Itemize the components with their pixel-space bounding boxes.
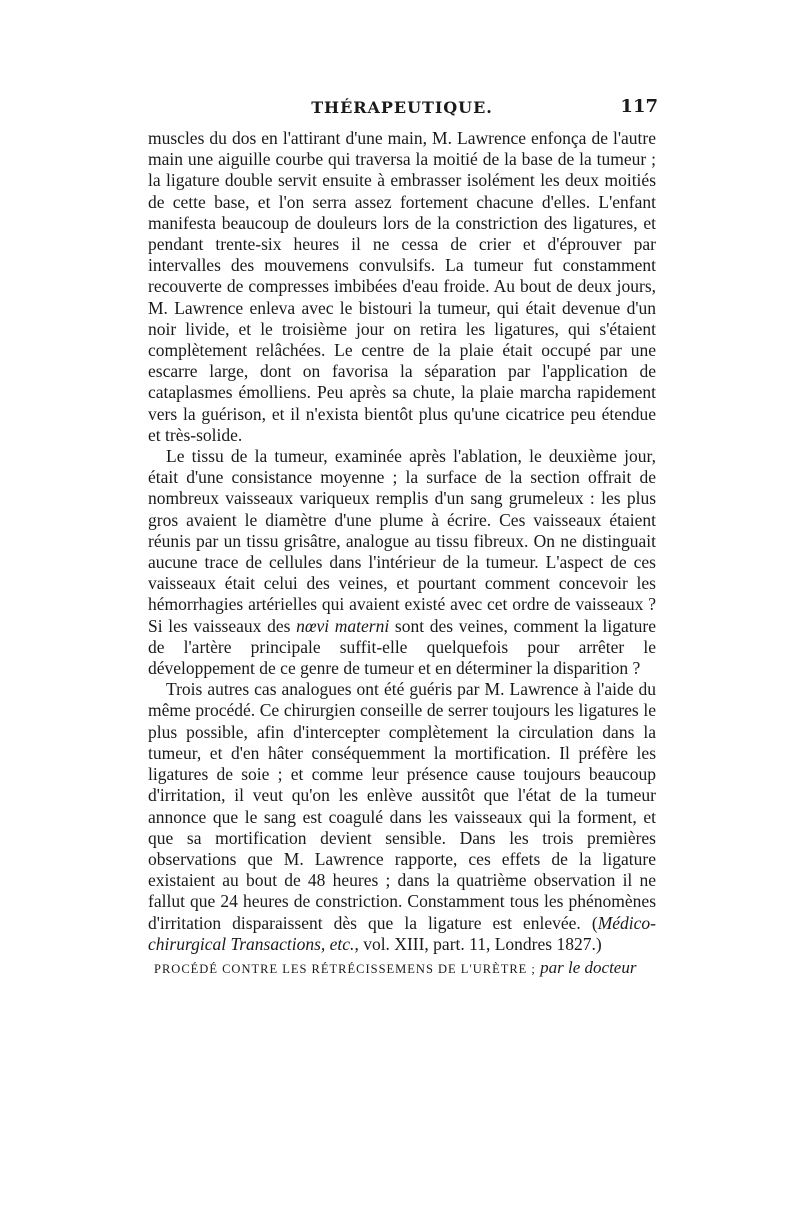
body-text xyxy=(148,128,656,980)
next-section-heading xyxy=(148,957,656,980)
paragraph-3-text-a: Trois autres cas analogues ont été guéris par M. Lawrence à l'aide du même procédé. Ce chirurgien conseille de serrer toujours les ligatures le plus possible, afin d'intercepter complètement la circulation dans la tumeur, et d'en hâter conséquemment la mortification. Il préfère les ligatures de soie ; et comme leur présence cause toujours beaucoup d'irritation, il veut qu'on les enlève aussitôt que l'état de la tumeur annonce que le sang est coagulé dans les vaisseaux qui la forment, et que sa mortification devient sensible. Dans les trois premières observations que M. Lawrence rapporte, ces effets de la ligature existaient au bout de 48 heures ; dans la quatrième observation il ne fallut que 24 heures de constriction. Constamment tous les phénomènes d'irritation disparaissent dès que la ligature est enlevée. ( xyxy=(148,679,656,933)
book-page xyxy=(148,96,656,980)
paragraph-3-text-b: , vol. XIII, part. 11, Londres 1827.) xyxy=(354,933,602,954)
paragraph-3 xyxy=(148,679,656,955)
paragraph-2 xyxy=(148,446,656,679)
running-head xyxy=(148,96,656,126)
running-title: THÉRAPEUTIQUE. xyxy=(311,98,493,117)
next-section-heading-title: PROCÉDÉ CONTRE LES RÉTRÉCISSEMENS DE L'URÈTRE ; xyxy=(154,961,536,976)
paragraph-2-text-b: sont des veines, comment la ligature de l'artère principale suffit-elle quelquefois pour arrêter le développement de ce genre de tumeur et en déterminer la disparition ? xyxy=(148,615,657,679)
citation-title: Médico-chirurgical Transactions, etc. xyxy=(148,912,656,954)
paragraph-1: muscles du dos en l'attirant d'une main, M. Lawrence enfonça de l'autre main une aiguille courbe qui traversa la moitié de la base de la tumeur ; la ligature double servit ensuite à embrasser isolément les deux moitiés de cette base, et l'on serra assez fortement chacune d'elles. L'enfant manifesta beaucoup de douleurs lors de la constriction des ligatures, et pendant trente-six heures il ne cessa de crier et d'éprouver par intervalles des mouvemens convulsifs. La tumeur fut constamment recouverte de compresses imbibées d'eau froide. Au bout de deux jours, M. Lawrence enleva avec le bistouri la tumeur, qui était devenue d'un noir livide, et le troisième jour on retira les ligatures, qui s'étaient complètement relâchées. Le centre de la plaie était occupé par une escarre large, dont on favorisa la séparation par l'application de cataplasmes émolliens. Peu après sa chute, la plaie marcha rapidement vers la guérison, et il n'exista bientôt plus qu'une cicatrice peu étendue et très-solide. xyxy=(148,128,656,445)
next-section-heading-author: par le docteur xyxy=(540,957,637,977)
paragraph-2-text-a: Le tissu de la tumeur, examinée après l'ablation, le deuxième jour, était d'une consistance moyenne ; la surface de la section offrait de nombreux vaisseaux variqueux remplis d'un sang grumeleux : les plus gros avaient le diamètre d'une plume à écrire. Ces vaisseaux étaient réunis par un tissu grisâtre, analogue au tissu fibreux. On ne distinguait aucune trace de cellules dans l'intérieur de la tumeur. L'aspect de ces vaisseaux était celui des veines, et pourtant comment concevoir les hémorrhagies artérielles qui avaient existé avec cet ordre de vaisseaux ? Si les vaisseaux des xyxy=(148,446,656,636)
page-number: 117 xyxy=(620,96,658,117)
latin-term: nœvi materni xyxy=(296,615,390,636)
